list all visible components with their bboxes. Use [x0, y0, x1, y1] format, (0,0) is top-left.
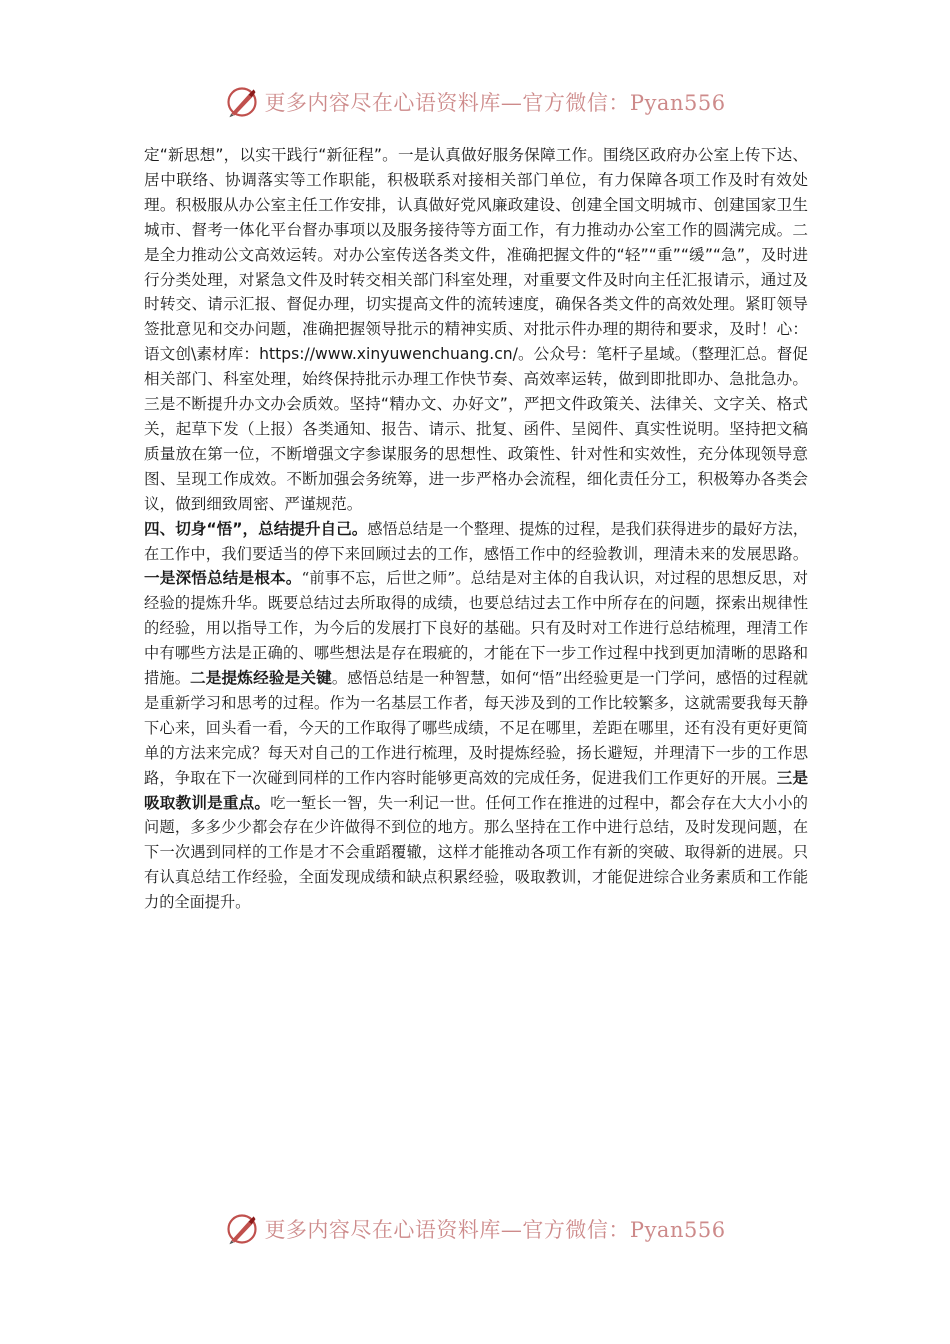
- section-heading: 四、切身“悟”，总结提升自己。: [144, 519, 368, 538]
- point-three-title: 三是吸取教训是重点。: [144, 768, 808, 812]
- pen-logo-icon: [224, 1211, 260, 1247]
- reflection-intro: 感悟总结是一个整理、提炼的过程，是我们获得进步的最好方法，在工作中，我们要适当的停下来回顾过去的工作，感悟工作中的经验教训，理清未来的发展思路。: [144, 519, 809, 563]
- point-one-title: 一是深悟总结是根本。: [144, 569, 302, 588]
- point-three-text: 吃一堑长一智，失一利记一世。任何工作在推进的过程中，都会存在大大小小的问题，多多少少都会存在少许做得不到位的地方。那么坚持在工作中进行总结，及时发现问题，在下一次遇到同样的工作是才不会重蹈覆辙，这样才能推动各项工作有新的突破、取得新的进展。只有认真总结工作经验，全面发现成绩和缺点积累经验，吸取教训，才能促进综合业务素质和工作能力的全面提升。: [144, 793, 808, 912]
- point-two-text: 。感悟总结是一种智慧，如何“悟”出经验更是一门学问，感悟的过程就是重新学习和思考的过程。作为一名基层工作者，每天涉及到的工作比较繁多，这就需要我每天静下心来，回头看一看，今天的工作取得了哪些成绩，不足在哪里，差距在哪里，还有没有更好更简单的方法来完成？每天对自己的工作进行梳理，及时提炼经验，扬长避短，并理清下一步的工作思路，争取在下一次碰到同样的工作内容时能够更高效的完成任务，促进我们工作更好的开展。: [144, 669, 808, 787]
- watermark-text: 更多内容尽在心语资料库—官方微信：Pyan556: [264, 1218, 726, 1242]
- paragraph-work-summary: 定“新思想”，以实干践行“新征程”。一是认真做好服务保障工作。围绕区政府办公室上传下达、居中联络、协调落实等工作职能，积极联系对接相关部门单位，有力保障各项工作及时有效处理。积极服从办公室主任工作安排，认真做好党风廉政建设、创建全国文明城市、创建国家卫生城市、督考一体化平台督办事项以及服务接待等方面工作，有力推动办公室工作的圆满完成。二是全力推动公文高效运转。对办公室传送各类文件，准确把握文件的“轻”“重”“缓”“急”，及时进行分类处理，对紧急文件及时转交相关部门科室处理，对重要文件及时向主任汇报请示，通过及时转交、请示汇报、督促办理，切实提高文件的流转速度，确保各类文件的高效处理。紧盯领导签批意见和交办问题，准确把握领导批示的精神实质、对批示件办理的期待和要求，及时！心：语文创\素材库：https://www.xinyuwenchuang.cn/。公众号：笔杆子星域。（整理汇总。督促相关部门、科室处理，始终保持批示办理工作快节奏、高效率运转，做到即批即办、急批急办。三是不断提升办文办会质效。坚持“精办文、办好文”，严把文件政策关、法律关、文字关、格式关，起草下发（上报）各类通知、报告、请示、批复、函件、呈阅件、真实性说明。坚持把文稿质量放在第一位，不断增强文字参谋服务的思想性、政策性、针对性和实效性，充分体现领导意图、呈现工作成效。不断加强会务统筹，进一步严格办会流程，细化责任分工，积极筹办各类会议，做到细致周密、严谨规范。: [144, 146, 808, 513]
- point-one-text: “前事不忘，后世之师”。总结是对主体的自我认识，对过程的思想反思，对经验的提炼升华。既要总结过去所取得的成绩，也要总结过去工作中所存在的问题，探索出规律性的经验，用以指导工作，为今后的发展打下良好的基础。只有及时对工作进行总结梳理，理清工作中有哪些方法是正确的、哪些想法是存在瑕疵的，才能在下一步工作过程中找到更加清晰的思路和措施。: [144, 569, 808, 688]
- pen-logo-icon: [224, 84, 260, 120]
- watermark-text: 更多内容尽在心语资料库—官方微信：Pyan556: [264, 91, 726, 115]
- point-two-title: 二是提炼经验是关键: [190, 669, 332, 688]
- footer-watermark: [0, 1207, 950, 1251]
- header-watermark: [0, 80, 950, 124]
- document-body: [144, 143, 808, 915]
- paragraph-reflection: [144, 517, 808, 916]
